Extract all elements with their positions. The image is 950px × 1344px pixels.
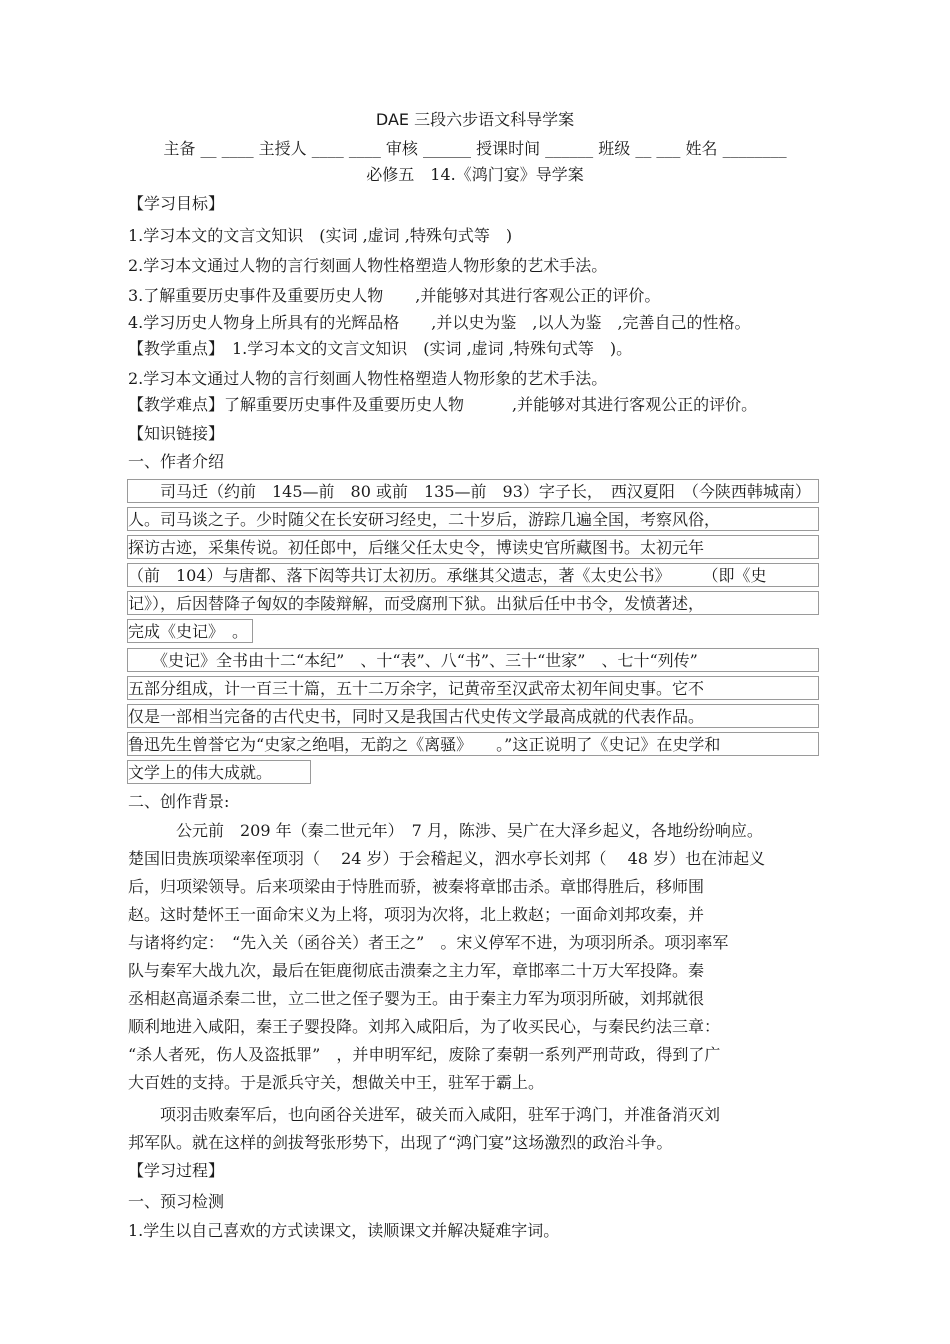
staff-info-line: 主备 __ ____ 主授人 ____ ____ 审核 ______ 授课时间 ______ 班级 __ ___ 姓名 ________ [163,139,787,158]
author-intro-line: 探访古迹，采集传说。初任郎中，后继父任太史令，博读史官所藏图书。太初元年 [128,538,705,557]
background-section-title: 二、创作背景: [128,792,230,811]
author-intro-line: 人。司马谈之子。少时随父在长安研习经史，二十岁后，游踪几遍全国，考察风俗， [128,510,721,529]
knowledge-heading: 【知识链接】 [128,424,225,443]
objective-item: 2.学习本文通过人物的言行刻画人物性格塑造人物形象的艺术手法。 [128,256,608,275]
background-line: 丞相赵高逼杀秦二世，立二世之侄子婴为王。由于秦主力军为项羽所破，刘邦就很 [128,989,705,1008]
background-line: 公元前 209 年（秦二世元年） 7 月，陈涉、吴广在大泽乡起义，各地纷纷响应。 [128,821,763,840]
author-intro-line: 完成《史记》 。 [128,622,249,641]
background-line: 队与秦军大战九次，最后在钜鹿彻底击溃秦之主力军，章邯率二十万大军投降。秦 [128,961,705,980]
document-title: DAE 三段六步语文科导学案 [375,110,575,129]
background-line: “杀人者死，伤人及盗抵罪” ，并申明军纪，废除了秦朝一系列严刑苛政，得到了广 [128,1045,721,1064]
background-line: 赵。这时楚怀王一面命宋义为上将，项羽为次将，北上救赵；一面命刘邦攻秦，并 [128,905,705,924]
background-line: 后，归项梁领导。后来项梁由于恃胜而骄，被秦将章邯击杀。章邯得胜后，移师围 [128,877,705,896]
preview-check-heading: 一、预习检测 [128,1192,225,1211]
objective-item: 3.了解重要历史事件及重要历史人物 ,并能够对其进行客观公正的评价。 [128,286,661,305]
background-line: 顺利地进入咸阳，秦王子婴投降。刘邦入咸阳后，为了收买民心，与秦民约法三章： [128,1017,721,1036]
objective-item: 1.学习本文的文言文知识 (实词 ,虚词 ,特殊句式等 ) [128,226,513,245]
shiji-intro-line: 仅是一部相当完备的古代史书，同时又是我国古代史传文学最高成就的代表作品。 [128,707,705,726]
shiji-intro-line: 五部分组成，计一百三十篇，五十二万余字，记黄帝至汉武帝太初年间史事。它不 [128,679,705,698]
shiji-intro-line: 《史记》全书由十二“本纪” 、十“表”、八“书”、三十“世家” 、七十“列传” [128,651,698,670]
teaching-difficulty-line: 【教学难点】了解重要历史事件及重要历史人物 ,并能够对其进行客观公正的评价。 [128,395,758,414]
shiji-intro-line: 鲁迅先生曾誉它为“史家之绝唱，无韵之《离骚》 。”这正说明了《史记》在史学和 [128,735,721,754]
background-line: 大百姓的支持。于是派兵守关，想做关中王，驻军于霸上。 [128,1073,545,1092]
author-intro-line: 司马迁（约前 145—前 80 或前 135—前 93）字子长， 西汉夏阳 （今陕西韩城南） [128,482,811,501]
document-subtitle: 必修五 14.《鸿门宴》导学案 [366,165,584,184]
objective-item: 4.学习历史人物身上所具有的光辉品格 ,并以史为鉴 ,以人为鉴 ,完善自己的性格。 [128,313,751,332]
objectives-heading: 【学习目标】 [128,194,225,213]
teaching-focus-line: 【教学重点】 1.学习本文的文言文知识 (实词 ,虚词 ,特殊句式等 )。 [128,339,633,358]
background-line: 与诸将约定： “先入关（函谷关）者王之” 。宋义停军不进，为项羽所杀。项羽率军 [128,933,729,952]
process-heading: 【学习过程】 [128,1161,225,1180]
process-item: 1.学生以自己喜欢的方式读课文，读顺课文并解决疑难字词。 [128,1221,560,1240]
teaching-focus-line: 2.学习本文通过人物的言行刻画人物性格塑造人物形象的艺术手法。 [128,369,608,388]
background-line: 邦军队。就在这样的剑拔弩张形势下，出现了“鸿门宴”这场激烈的政治斗争。 [128,1133,673,1152]
author-section-title: 一、作者介绍 [128,452,225,471]
author-intro-line: （前 104）与唐都、落下闳等共订太初历。承继其父遗志，著《太史公书》 （即《史 [128,566,767,585]
background-line: 楚国旧贵族项梁率侄项羽（ 24 岁）于会稽起义，泗水亭长刘邦（ 48 岁）也在沛起义 [128,849,766,868]
author-intro-line: 记》），后因替降子匈奴的李陵辩解，而受腐刑下狱。出狱后任中书令，发愤著述， [128,594,705,613]
shiji-intro-line: 文学上的伟大成就。 [128,763,273,782]
background-line: 项羽击败秦军后，也向函谷关进军，破关而入咸阳，驻军于鸿门，并准备消灭刘 [128,1105,721,1124]
